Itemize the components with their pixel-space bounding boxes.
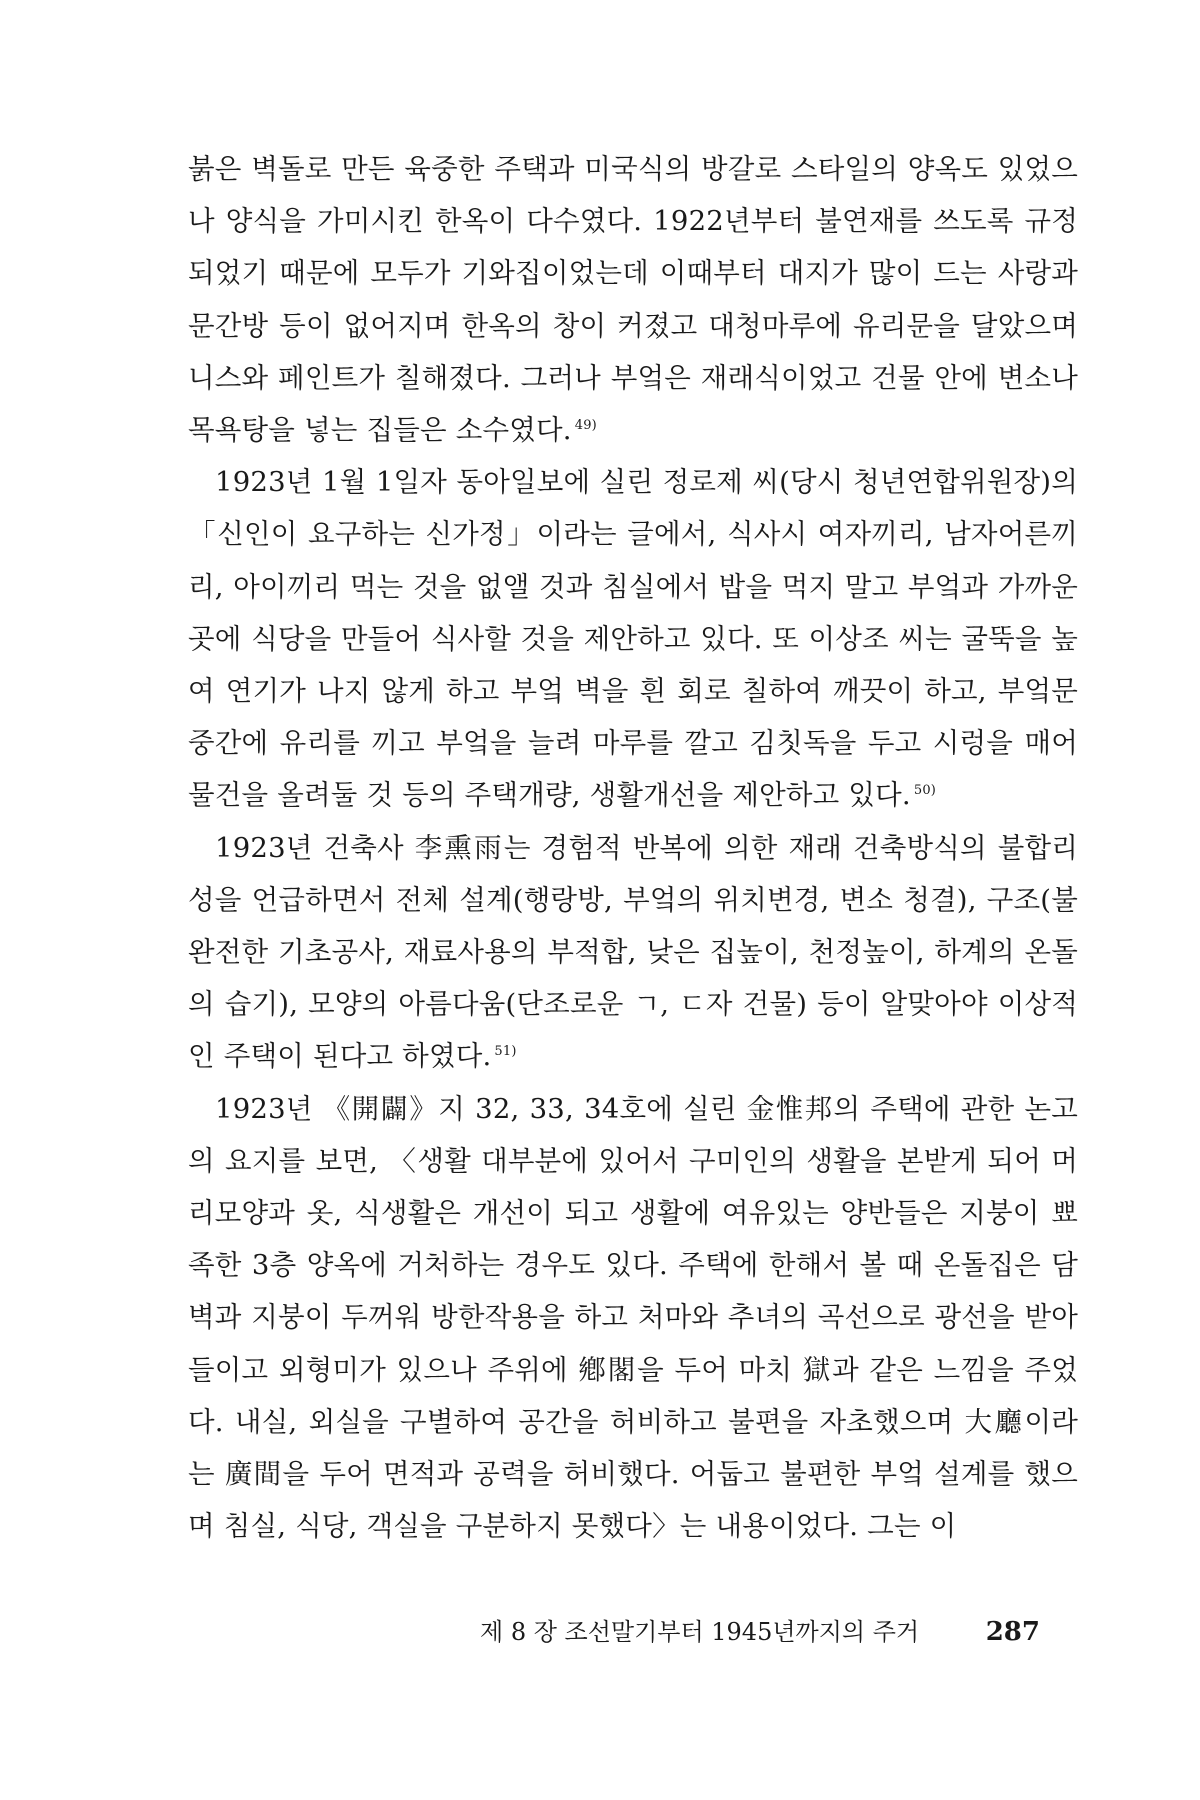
paragraph-1: 붉은 벽돌로 만든 육중한 주택과 미국식의 방갈로 스타일의 양옥도 있었으나 양식을 가미시킨 한옥이 다수였다. 1922년부터 불연재를 쓰도록 규정되었기 때문에 모두가 기와집이었는데 이때부터 대지가 많이 드는 사랑과 문간방 등이 없어지며 한옥의 창이 커졌고 대청마루에 유리문을 달았으며 니스와 페인트가 칠해졌다. 그러나 부엌은 재래식이었고 건물 안에 변소나 목욕탕을 넣는 집들은 소수였다. $^{49)}$ xyxy=(188,153,1078,447)
page-footer xyxy=(480,1612,1040,1652)
body-text xyxy=(188,143,1078,1552)
page-number: 287 xyxy=(985,1617,1040,1647)
footnote-ref-50: 50) xyxy=(913,783,937,799)
footnote-ref-49: 49) xyxy=(574,417,597,433)
paragraph-4: 1923년 《開闢》지 32, 33, 34호에 실린 金惟邦의 주택에 관한 논고의 요지를 보면, 〈생활 대부분에 있어서 구미인의 생활을 본받게 되어 머리모양과 옷, 식생활은 개선이 되고 생활에 여유있는 양반들은 지붕이 뾰족한 3층 양옥에 거처하는 경우도 있다. 주택에 한해서 볼 때 온돌집은 담벽과 지붕이 두꺼워 방한작용을 하고 처마와 추녀의 곡선으로 광선을 받아들이고 외형미가 있으나 주위에 鄕閣을 두어 마치 獄과 같은 느낌을 주었다. 내실, 외실을 구별하여 공간을 허비하고 불편을 자초했으며 大廳이라는 廣間을 두어 면적과 공력을 허비했다. 어둡고 불편한 부엌 설계를 했으며 침실, 식당, 객실을 구분하지 못했다〉는 내용이었다. 그는 이 xyxy=(188,1092,1078,1543)
paragraph-2: 1923년 1월 1일자 동아일보에 실린 정로제 씨(당시 청년연합위원장)의 「신인이 요구하는 신가정」이라는 글에서, 식사시 여자끼리, 남자어른끼리, 아이끼리 먹는 것을 없앨 것과 침실에서 밥을 먹지 말고 부엌과 가까운 곳에 식당을 만들어 식사할 것을 제안하고 있다. 또 이상조 씨는 굴뚝을 높여 연기가 나지 않게 하고 부엌 벽을 흰 회로 칠하여 깨끗이 하고, 부엌문 중간에 유리를 끼고 부엌을 늘려 마루를 깔고 김칫독을 두고 시렁을 매어 물건을 올려둘 것 등의 주택개량, 생활개선을 제안하고 있다. $^{50)}$ xyxy=(188,466,1078,812)
footnote-ref-51: 51) xyxy=(494,1044,517,1060)
chapter-title: 제 8 장 조선말기부터 1945년까지의 주거 xyxy=(480,1618,920,1646)
paragraph-3: 1923년 건축사 李熏雨는 경험적 반복에 의한 재래 건축방식의 불합리성을 언급하면서 전체 설계(행랑방, 부엌의 위치변경, 변소 청결), 구조(불완전한 기초공사, 재료사용의 부적합, 낮은 집높이, 천정높이, 하계의 온돌의 습기), 모양의 아름다움(단조로운 ㄱ, ㄷ자 건물) 등이 알맞아야 이상적인 주택이 된다고 하였다. $^{51)}$ xyxy=(188,831,1078,1073)
